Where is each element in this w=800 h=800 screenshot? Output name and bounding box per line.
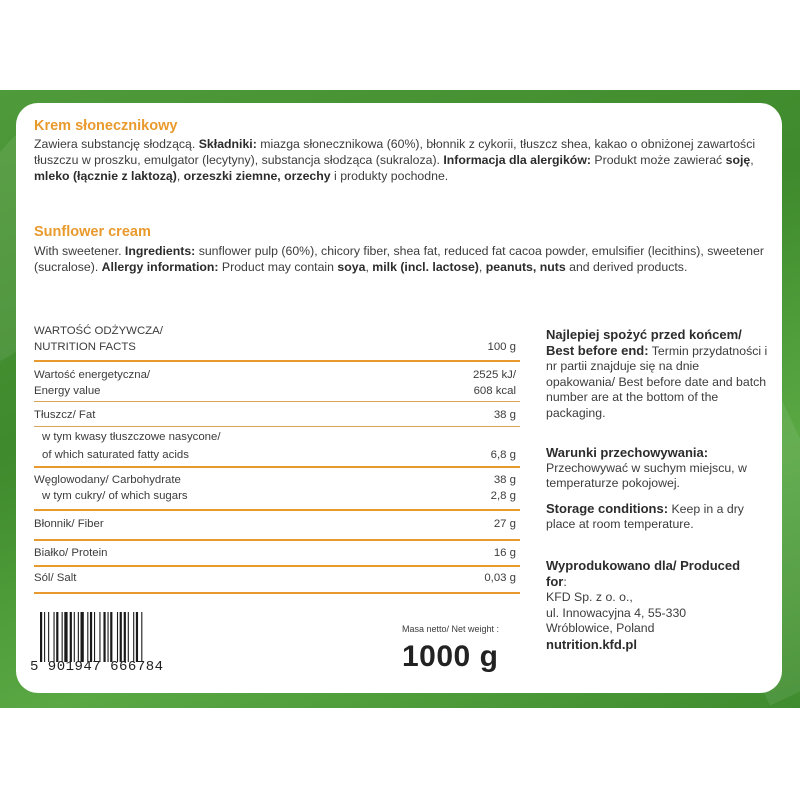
barcode-bar — [103, 612, 105, 662]
nutrition-header-label: NUTRITION FACTS — [34, 341, 136, 353]
energy-label-en: Energy value — [34, 385, 101, 397]
carb-label: Węglowodany/ Carbohydrate — [34, 474, 181, 486]
salt-label: Sól/ Salt — [34, 572, 77, 584]
barcode-bar — [110, 612, 112, 662]
producer-line: ul. Innowacyjna 4, 55-330 — [546, 605, 687, 620]
barcode-bar — [124, 612, 126, 662]
producer-block — [546, 558, 771, 652]
satfat-label: w tym kwasy tłuszczowe nasycone/ — [42, 431, 221, 443]
table-divider — [34, 565, 520, 567]
barcode-bar — [40, 612, 42, 662]
pl-text-segment: orzeszki ziemne, orzechy — [183, 169, 331, 183]
energy-label: Wartość energetyczna/ — [34, 369, 151, 381]
table-divider — [34, 466, 520, 468]
nutrition-fat-row — [34, 407, 520, 423]
en-text-segment: Allergy information: — [101, 260, 219, 274]
fat-value: 38 g — [493, 409, 516, 421]
en-text-segment: Product may contain — [218, 260, 338, 274]
salt-value: 0,03 g — [484, 572, 516, 584]
table-divider — [34, 426, 520, 427]
pl-text-segment: mleko (łącznie z laktozą) — [34, 169, 177, 183]
sugar-value: 2,8 g — [490, 490, 516, 502]
nutrition-carb-row — [34, 472, 520, 504]
table-divider — [34, 592, 520, 594]
storage-text-en: Keep in a dry place at room temperature. — [546, 501, 744, 531]
pl-product-heading: Krem słonecznikowy — [34, 118, 178, 134]
nutrition-table — [34, 323, 520, 355]
nutrition-protein-row — [34, 545, 520, 561]
energy-kcal: 608 kcal — [473, 385, 516, 397]
carb-value: 38 g — [493, 474, 516, 486]
en-text-segment: Ingredients: — [124, 244, 196, 258]
barcode-bar — [81, 612, 84, 662]
protein-label: Białko/ Protein — [34, 547, 108, 559]
barcode-bar — [133, 612, 134, 662]
protein-value: 16 g — [493, 547, 516, 559]
nutrition-fiber-row — [34, 516, 520, 532]
barcode-bar — [56, 612, 58, 662]
pl-text-segment: Produkt może zawierać — [590, 153, 726, 167]
barcode-image — [38, 612, 188, 662]
sugar-label: w tym cukry/ of which sugars — [42, 490, 188, 502]
producer-line: Wróblowice, Poland — [546, 621, 655, 635]
best-before-block — [546, 327, 771, 421]
en-text-segment: milk (incl. lactose) — [372, 260, 479, 274]
pl-text-segment: Składniki: — [198, 137, 257, 151]
storage-text-pl: Przechowywać w suchym miejscu, w temperaturze pokojowej. — [546, 460, 747, 490]
barcode-bar — [62, 612, 63, 662]
nutrition-satfat-row — [34, 429, 520, 463]
pl-text-segment: soję — [725, 153, 751, 167]
pl-text-segment: miazga słonecznikowa (60%), błonnik z cykorii, tłuszcz shea, kakao o obniżonej zawartości tłuszczu w proszku, emulgator (lecytyny), substancja słodząca (sukraloza). — [34, 137, 756, 167]
barcode-bar — [54, 612, 55, 662]
barcode-bar — [108, 612, 109, 662]
table-divider — [34, 539, 520, 541]
producer-colon: : — [563, 574, 567, 589]
storage-heading-en: Storage conditions: — [546, 500, 669, 516]
en-text-segment: sunflower pulp (60%), chicory fiber, shea fat, reduced fat cacoa powder, emulsifier (lecithins), sweetener (sucralose). — [34, 244, 764, 274]
barcode-bar — [128, 612, 129, 662]
barcode-bar — [48, 612, 49, 662]
nutrition-header-row — [34, 339, 520, 355]
producer-line: KFD Sp. z o. o., — [546, 590, 633, 604]
satfat-value: 6,8 g — [490, 449, 516, 461]
barcode-bar — [120, 612, 122, 662]
barcode-bar — [94, 612, 95, 662]
barcode-bar — [136, 612, 138, 662]
satfat-label-en: of which saturated fatty acids — [42, 449, 189, 461]
barcode-bar — [78, 612, 79, 662]
pl-text-segment: Informacja dla alergików: — [443, 153, 591, 167]
pl-text-segment: i produkty pochodne. — [330, 169, 449, 183]
energy-kj: 2525 kJ/ — [472, 369, 516, 381]
nutrition-salt-row — [34, 570, 520, 586]
nutrition-header-row — [34, 323, 520, 339]
producer-heading: Wyprodukowano dla/ Produced — [546, 558, 741, 573]
producer-website: nutrition.kfd.pl — [546, 636, 637, 652]
barcode-bar — [74, 612, 75, 662]
storage-block — [546, 445, 771, 533]
best-before-text: Termin przydatności i nr partii znajduje się na dnie opakowania/ Best before date and batch number are at the bottom of the packaging. — [546, 343, 768, 420]
pl-text-segment: Zawiera substancję słodzącą. — [34, 137, 199, 151]
barcode-bar — [141, 612, 142, 662]
pl-text-segment: , — [750, 153, 754, 167]
en-text-segment: With sweetener. — [34, 244, 125, 258]
barcode-number: 5 901947 666784 — [30, 659, 164, 675]
fiber-label: Błonnik/ Fiber — [34, 518, 104, 530]
pl-ingredients-text — [34, 136, 769, 184]
barcode-bar — [70, 612, 72, 662]
table-divider — [34, 509, 520, 511]
nutrition-header-label: WARTOŚĆ ODŻYWCZA/ — [34, 325, 163, 337]
nutrition-header-value: 100 g — [487, 341, 516, 353]
producer-heading-for: for — [546, 573, 564, 589]
barcode-bar — [90, 612, 92, 662]
en-text-segment: , — [365, 260, 373, 274]
best-before-heading: Najlepiej spożyć przed końcem/ — [546, 327, 742, 342]
storage-heading-pl: Warunki przechowywania: — [546, 445, 709, 460]
en-ingredients-text — [34, 243, 769, 275]
en-text-segment: soya — [337, 260, 366, 274]
fiber-value: 27 g — [493, 518, 516, 530]
en-text-segment: , — [478, 260, 486, 274]
table-divider — [34, 401, 520, 402]
net-weight-label: Masa netto/ Net weight : — [402, 624, 500, 634]
barcode-bar — [44, 612, 45, 662]
net-weight-value: 1000 g — [402, 640, 499, 673]
nutrition-energy-row — [34, 367, 520, 399]
en-text-segment: peanuts, nuts — [485, 260, 566, 274]
en-text-segment: and derived products. — [565, 260, 688, 274]
best-before-heading-en: Best before end: — [546, 342, 649, 358]
en-product-heading: Sunflower cream — [34, 224, 151, 240]
barcode-bar — [117, 612, 118, 662]
pl-text-segment: , — [176, 169, 184, 183]
fat-label: Tłuszcz/ Fat — [34, 409, 96, 421]
barcode-bar — [99, 612, 100, 662]
barcode-bar — [87, 612, 88, 662]
barcode-bar — [64, 612, 67, 662]
table-divider — [34, 360, 520, 362]
